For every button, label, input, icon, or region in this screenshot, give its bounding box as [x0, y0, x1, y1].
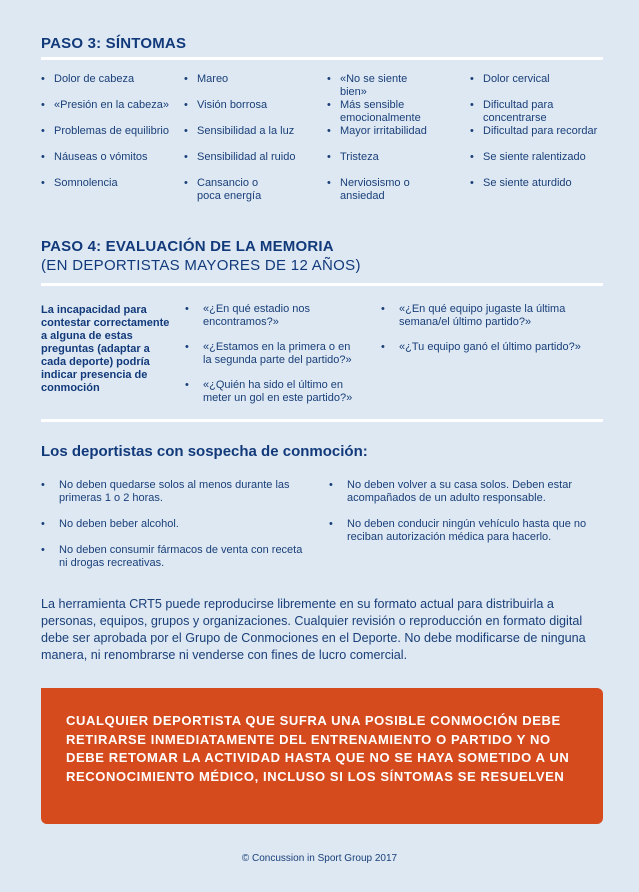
symptoms-column-1	[41, 73, 176, 203]
suspected-item: • No deben quedarse solos al menos durante las primeras 1 o 2 horas.	[41, 479, 290, 504]
symptom-item: • Nerviosismo o ansiedad	[327, 177, 410, 202]
symptom-item: • Náuseas o vómitos	[41, 151, 148, 163]
symptom-item: • Visión borrosa	[184, 99, 268, 111]
symptom-item: • Mareo	[184, 73, 229, 85]
divider	[41, 283, 603, 286]
suspected-item: • No deben beber alcohol.	[41, 518, 179, 530]
symptom-item: • Más sensible emocionalmente	[327, 99, 421, 124]
symptom-item: • Dificultad para recordar	[470, 125, 598, 137]
divider	[41, 419, 603, 422]
symptoms-column-3	[327, 73, 437, 203]
warning-banner	[41, 688, 603, 824]
memory-question: • «¿En qué estadio nos encontramos?»	[185, 303, 311, 328]
symptom-item: • «Presión en la cabeza»	[41, 99, 169, 111]
symptom-item: • Tristeza	[327, 151, 379, 163]
symptom-item: • Se siente ralentizado	[470, 151, 586, 163]
suspected-item: • No deben consumir fármacos de venta con receta ni drogas recreativas.	[41, 544, 303, 569]
memory-questions-left	[185, 303, 360, 417]
step4-subtitle: (EN DEPORTISTAS MAYORES DE 12 AÑOS)	[41, 257, 361, 274]
step4-title: PASO 4: EVALUACIÓN DE LA MEMORIA	[41, 238, 334, 255]
symptom-item: • Se siente aturdido	[470, 177, 572, 189]
symptom-item: • Sensibilidad al ruido	[184, 151, 296, 163]
memory-question: • «¿Estamos en la primera o en la segunda parte del partido?»	[185, 341, 352, 366]
symptom-item: • Mayor irritabilidad	[327, 125, 427, 137]
symptoms-column-2	[184, 73, 304, 203]
memory-instructions: La incapacidad para contestar correctamente a alguna de estas preguntas (adaptar a cada deporte) podría indicar presencia de conmoción	[41, 304, 170, 394]
symptom-item: • Dolor cervical	[470, 73, 550, 85]
reproduction-notice: La herramienta CRT5 puede reproducirse libremente en su formato actual para distribuirla a personas, equipos, grupos y organizaciones. Cualquier revisión o reproducción en formato digital debe ser aprobada por el Grupo de Conmociones en el Deporte. No debe modificarse de ninguna manera, ni renombrarse ni venderse con fines de lucro comercial.	[41, 597, 586, 662]
suspected-list-left	[41, 479, 303, 583]
step3-title: PASO 3: SÍNTOMAS	[41, 35, 187, 52]
suspected-item: • No deben conducir ningún vehículo hasta que no reciban autorización médica para hacerlo.	[329, 518, 587, 543]
memory-question: • «¿Tu equipo ganó el último partido?»	[381, 341, 581, 353]
divider	[41, 57, 603, 60]
symptom-item: • Sensibilidad a la luz	[184, 125, 295, 137]
memory-question: • «¿Quién ha sido el último en meter un gol en este partido?»	[185, 379, 353, 404]
suspected-list-right	[329, 479, 599, 557]
symptom-item: • Problemas de equilibrio	[41, 125, 169, 137]
memory-questions-right	[381, 303, 581, 366]
suspected-item: • No deben volver a su casa solos. Deben estar acompañados de un adulto responsable.	[329, 479, 573, 504]
symptom-item: • Somnolencia	[41, 177, 118, 189]
memory-question: • «¿En qué equipo jugaste la última semana/el último partido?»	[381, 303, 566, 328]
symptom-item: • «No se siente bien»	[327, 73, 408, 98]
symptom-item: • Dificultad para concentrarse	[470, 99, 554, 124]
suspected-title: Los deportistas con sospecha de conmoción:	[41, 443, 368, 460]
symptom-item: • Cansancio o poca energía	[184, 177, 262, 202]
symptoms-column-4	[470, 73, 605, 203]
warning-text: CUALQUIER DEPORTISTA QUE SUFRA UNA POSIBLE CONMOCIÓN DEBE RETIRARSE INMEDIATAMENTE DEL ENTRENAMIENTO O PARTIDO Y NO DEBE RETOMAR LA ACTIVIDAD HASTA QUE NO SE HAYA SOMETIDO A UN RECONOCIMIENTO MÉDICO, INCLUSO SI LOS SÍNTOMAS SE RESUELVEN	[66, 713, 570, 784]
symptom-item: • Dolor de cabeza	[41, 73, 135, 85]
copyright-footer: © Concussion in Sport Group 2017	[241, 853, 398, 864]
